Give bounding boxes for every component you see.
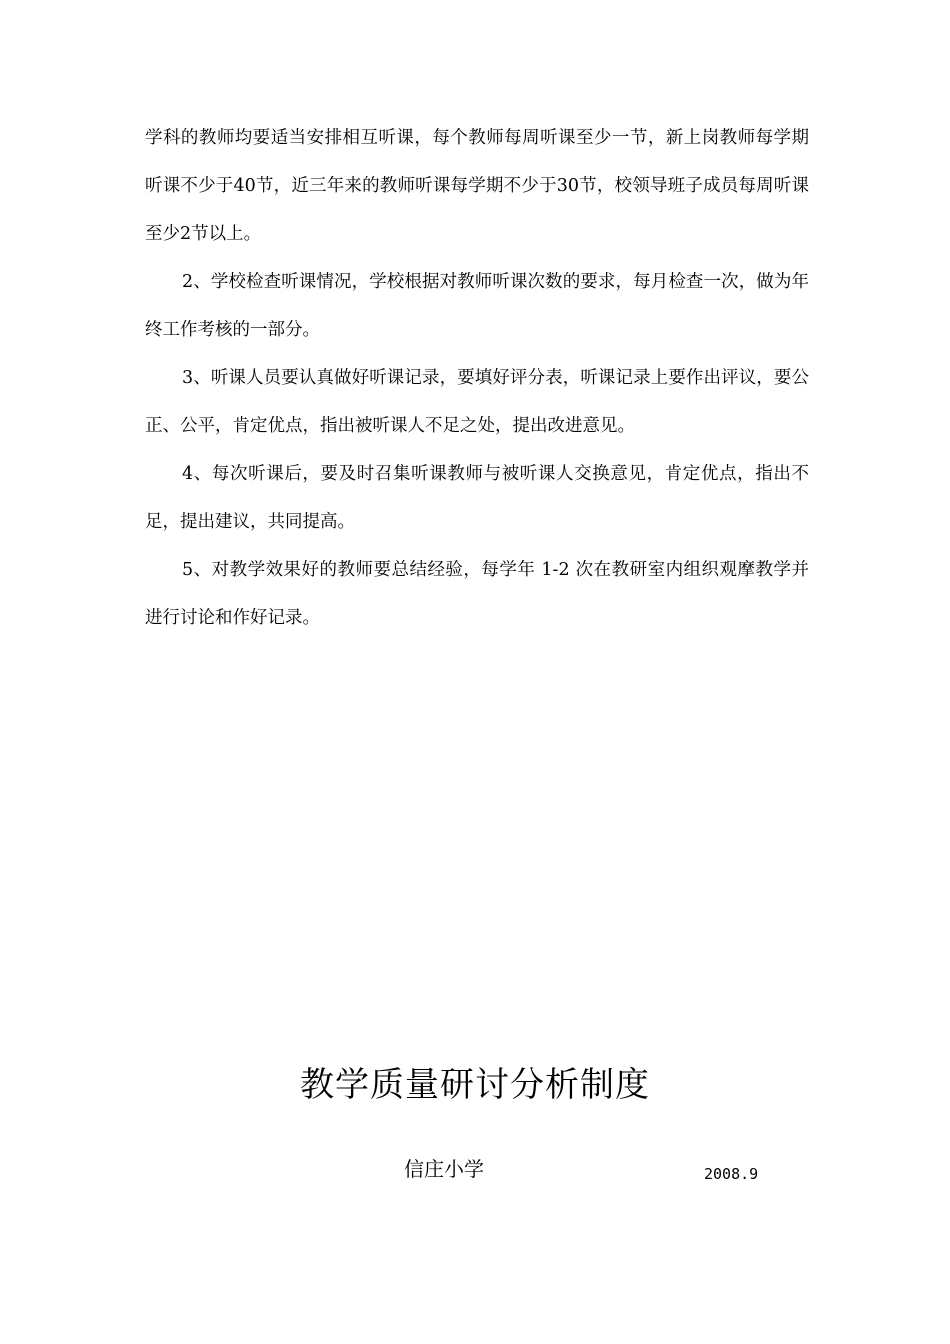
school-name: 信庄小学 — [404, 1157, 484, 1181]
paragraph-item-3: 3、听课人员要认真做好听课记录，要填好评分表，听课记录上要作出评议，要公正、公平，肯定优点，指出被听课人不足之处，提出改进意见。 — [145, 368, 809, 436]
paragraph-item-2: 2、学校检查听课情况，学校根据对教师听课次数的要求，每月检查一次，做为年终工作考核的一部分。 — [145, 272, 809, 340]
paragraph-item-5: 5、对教学效果好的教师要总结经验，每学年 1-2 次在教研室内组织观摩教学并进行讨论和作好记录。 — [145, 560, 809, 628]
document-title: 教学质量研讨分析制度 — [300, 1065, 650, 1105]
paragraph-continuation: 学科的教师均要适当安排相互听课，每个教师每周听课至少一节，新上岗教师每学期听课不少于40节，近三年来的教师听课每学期不少于30节，校领导班子成员每周听课至少2节以上。 — [145, 128, 809, 244]
paragraph-item-4: 4、每次听课后，要及时召集听课教师与被听课人交换意见，肯定优点，指出不足，提出建议，共同提高。 — [145, 464, 809, 532]
document-date: 2008.9 — [704, 1165, 759, 1183]
document-body — [145, 114, 809, 642]
